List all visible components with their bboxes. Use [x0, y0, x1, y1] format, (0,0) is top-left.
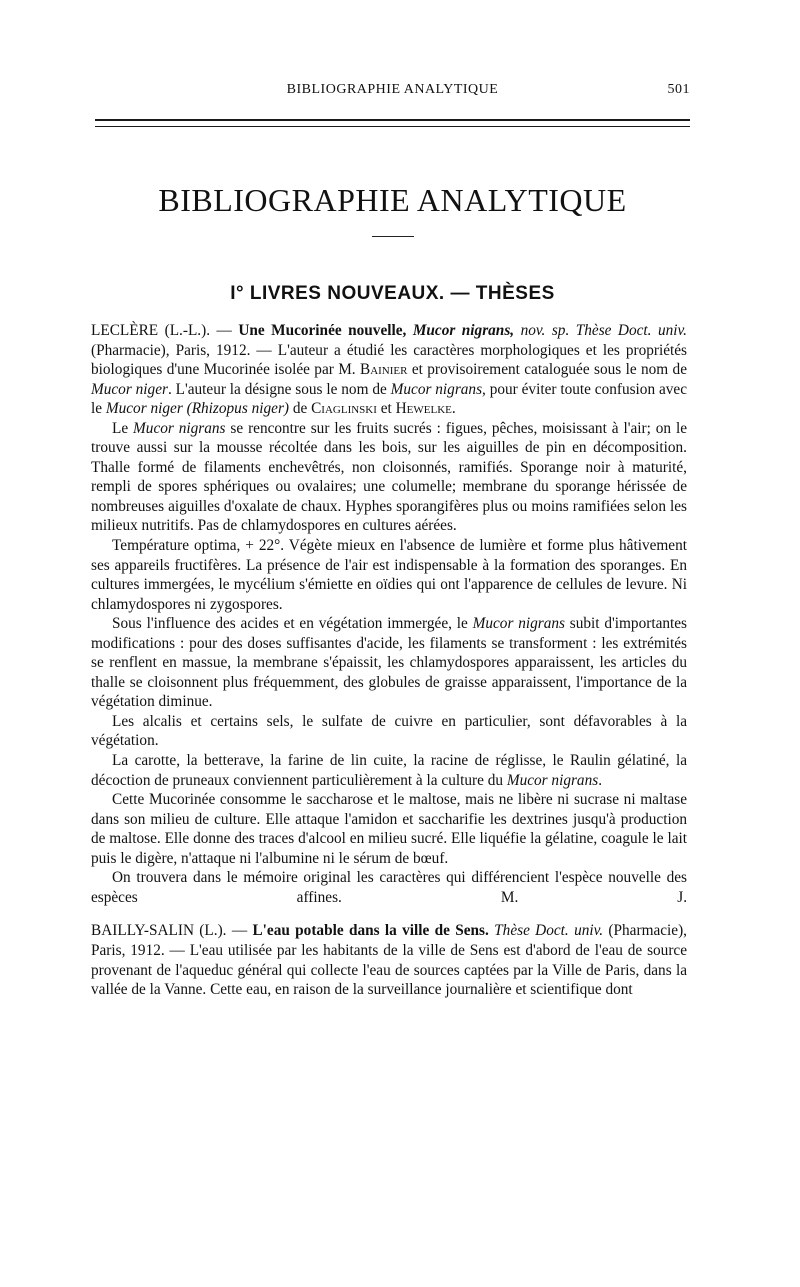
- page-title: BIBLIOGRAPHIE ANALYTIQUE: [158, 182, 627, 218]
- entry-paragraph: BAILLY-SALIN (L.). — L'eau potable dans la ville de Sens. Thèse Doct. univ. (Pharmacie), Paris, 1912. — L'eau utilisée par les habitants de la ville de Sens est d'abord de l'eau de source provenant de l'aqueduc général qui collecte l'eau de sources captées par la Ville de Paris, dans la vallée de la Vanne. Cette eau, en raison de la surveillance journalière et scientifique dont: [91, 922, 688, 999]
- entry-paragraph: Cette Mucorinée consomme le saccharose et le maltose, mais ne libère ni sucrase ni maltase dans son milieu de culture. Elle attaque l'amidon et saccharifie les dextrines jusqu'à production de maltose. Elle donne des traces d'alcool en milieu sucré. Elle liquéfie la gélatine, coagule le lait puis le digère, n'attaque ni l'albumine ni le sérum de bœuf.: [91, 791, 687, 867]
- section-heading: I° LIVRES NOUVEAUX. — THÈSES: [230, 283, 555, 304]
- person-name: Ciaglinski: [311, 400, 377, 418]
- title-divider: [372, 236, 414, 237]
- entry-title: L'eau potable dans la ville de Sens.: [252, 922, 489, 940]
- species-name: Mucor nigrans: [133, 419, 226, 437]
- entry-paragraph: La carotte, la betterave, la farine de lin cuite, la racine de réglisse, le Raulin gélatiné, la décoction de pruneaux conviennent particulièrement à la culture du Mucor nigrans.: [91, 752, 687, 789]
- bibliography-entry-bailly-salin: [91, 921, 687, 999]
- page-number: 501: [667, 82, 690, 97]
- species-name: Mucor nigrans: [390, 380, 483, 398]
- species-note: nov. sp.: [514, 322, 570, 339]
- entry-author: LECLÈRE (L.-L.). —: [91, 322, 239, 339]
- header-rule-thin: [95, 126, 690, 127]
- entry-paragraph: On trouvera dans le mémoire original les caractères qui différencient l'espèce nouvelle des espèces affines. M. J.: [91, 869, 688, 906]
- person-name: Bainier: [360, 361, 408, 379]
- thesis-label: Thèse Doct. univ.: [575, 322, 687, 339]
- running-head: [95, 82, 690, 102]
- species-name: Mucor nigrans: [506, 771, 599, 789]
- entry-title: Une Mucorinée nouvelle,: [238, 322, 407, 339]
- species-name: Mucor niger: [91, 380, 168, 398]
- entry-paragraph: Le Mucor nigrans se rencontre sur les fruits sucrés : figues, pêches, moisissant à l'air; on le trouve aussi sur la mousse récoltée dans les bois, sur les aiguilles de pin en décomposition. Thalle formé de filaments enchevêtrés, non cloisonnés, ramifiés. Sporange noir à maturité, rempli de spores sphériques ou ovalaires; une columelle; membrane du sporange hérissée de nombreuses aiguilles d'oxalate de chaux. Hyphes sporangifères plus ou moins ramifiées selon les milieux nutritifs. Pas de chlamydospores en cultures aérées.: [91, 419, 687, 535]
- bibliography-entry-leclere: [91, 321, 687, 907]
- thesis-label: Thèse Doct. univ.: [488, 922, 604, 940]
- header-rule-thick: [95, 119, 690, 121]
- species-name: Mucor niger (Rhizopus niger): [105, 400, 289, 418]
- entry-paragraph: Sous l'influence des acides et en végétation immergée, le Mucor nigrans subit d'importantes modifications : pour des doses suffisantes d'acide, les filaments se transforment : les extrémités se renflent en massue, la membrane s'épaissit, les chlamydospores apparaissent, les articles du thalle se cloisonnent plus fréquemment, des globules de graisse apparaissent, l'importance de la végétation diminue.: [91, 615, 688, 711]
- species-name: Mucor nigrans: [472, 615, 565, 633]
- entry-paragraph: Les alcalis et certains sels, le sulfate de cuivre en particulier, sont défavorables à la végétation.: [91, 712, 687, 750]
- author-signature: M. J.: [500, 888, 688, 906]
- species-name: Mucor nigrans,: [406, 322, 515, 339]
- entry-paragraph: LECLÈRE (L.-L.). — Une Mucorinée nouvelle, Mucor nigrans, nov. sp. Thèse Doct. univ. (Pharmacie), Paris, 1912. — L'auteur a étudié les caractères morphologiques et les propriétés biologiques d'une Mucorinée isolée par M. Bainier et provisoirement cataloguée sous le nom de Mucor niger. L'auteur la désigne sous le nom de Mucor nigrans, pour éviter toute confusion avec le Mucor niger (Rhizopus niger) de Ciaglinski et Hewelke.: [91, 322, 687, 418]
- running-head-title: BIBLIOGRAPHIE ANALYTIQUE: [286, 82, 499, 97]
- entry-author: BAILLY-SALIN (L.). —: [91, 922, 253, 940]
- article-body: [91, 321, 687, 1000]
- entry-paragraph: Température optima, + 22°. Végète mieux en l'absence de lumière et forme plus hâtivement ses appareils fructifères. La présence de l'air est indispensable à la formation des sporanges. En cultures immergées, le mycélium s'émiette en oïdies qui ont l'apparence de cellules de levure. Ni chlamydospores ni zygospores.: [91, 537, 687, 613]
- person-name: Hewelke: [395, 400, 452, 418]
